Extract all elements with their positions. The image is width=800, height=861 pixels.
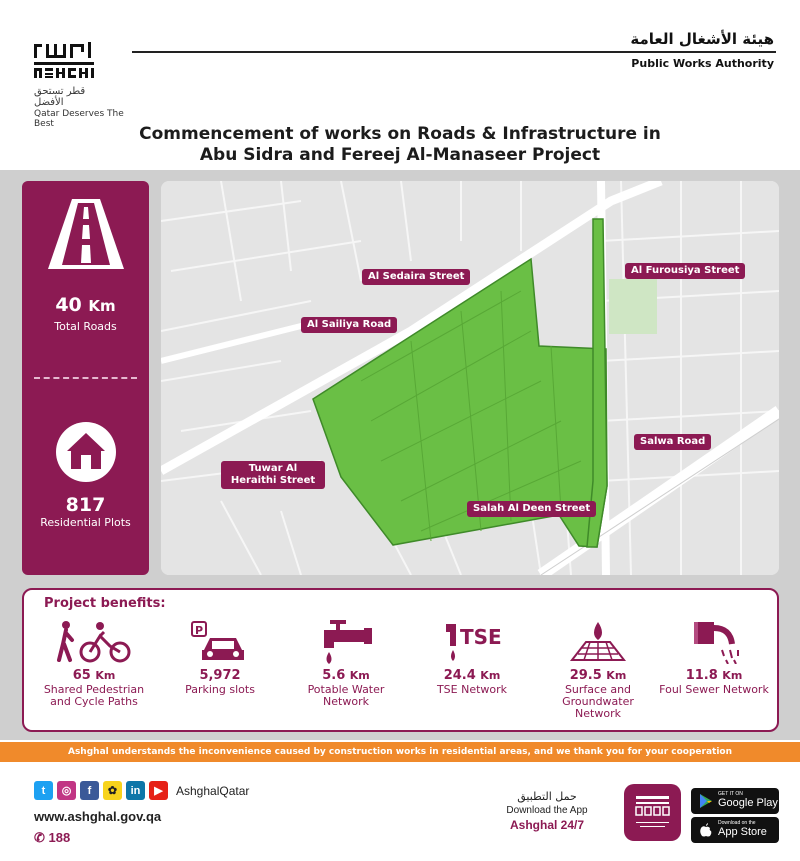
benefit-item bbox=[34, 618, 154, 708]
benefit-unit: Km bbox=[95, 669, 116, 682]
benefit-unit: Km bbox=[606, 669, 627, 682]
authority-name-en: Public Works Authority bbox=[631, 57, 774, 70]
ashghal-logo bbox=[34, 42, 129, 129]
title-line-2: Abu Sidra and Fereej Al-Manaseer Project bbox=[199, 145, 601, 165]
roads-number: 40 bbox=[55, 294, 82, 316]
benefit-value: 65 bbox=[72, 668, 91, 683]
benefit-unit: Km bbox=[480, 669, 501, 682]
header bbox=[0, 0, 800, 129]
house-icon bbox=[55, 421, 117, 483]
benefit-item bbox=[160, 618, 280, 696]
callout-al-furousiya-street: Al Furousiya Street bbox=[625, 263, 745, 279]
project-map bbox=[161, 181, 779, 575]
benefit-item bbox=[538, 618, 658, 720]
road-icon bbox=[48, 199, 124, 269]
parking-car-icon bbox=[190, 620, 250, 664]
facebook-icon[interactable]: f bbox=[80, 781, 99, 800]
google-play-button[interactable] bbox=[691, 788, 779, 814]
callout-tuwar-al-heraithi-street: Tuwar Al Heraithi Street bbox=[221, 461, 325, 489]
authority-name-ar: هيئة الأشغال العامة bbox=[630, 30, 774, 48]
title-line-1: Commencement of works on Roads & Infrastructure in bbox=[139, 124, 661, 144]
benefits-title: Project benefits: bbox=[44, 596, 166, 611]
benefit-label: Foul Sewer Network bbox=[659, 683, 769, 696]
benefit-item bbox=[412, 618, 532, 696]
google-play-icon bbox=[699, 794, 713, 808]
benefit-value: 11.8 bbox=[685, 668, 718, 683]
ashghal-app-icon[interactable] bbox=[624, 784, 681, 841]
app-store-caption: Download on the bbox=[718, 820, 756, 826]
sewer-pipe-icon bbox=[684, 620, 744, 664]
water-drop-ground-icon bbox=[568, 620, 628, 664]
total-roads-label: Total Roads bbox=[54, 320, 117, 333]
pedestrian-cyclist-icon bbox=[56, 620, 132, 664]
benefit-value: 29.5 bbox=[569, 668, 602, 683]
benefit-label: Surface and Groundwater Network bbox=[562, 683, 634, 720]
phone-icon: ✆ bbox=[34, 830, 45, 845]
stats-divider bbox=[34, 377, 137, 379]
benefit-value: 5,972 bbox=[199, 668, 241, 683]
twitter-icon[interactable]: t bbox=[34, 781, 53, 800]
plots-value: 817 bbox=[65, 494, 106, 516]
youtube-icon[interactable]: ▶ bbox=[149, 781, 168, 800]
ashghal-app-logo-icon bbox=[624, 784, 681, 841]
stats-card bbox=[22, 181, 149, 575]
benefit-label: Parking slots bbox=[185, 683, 255, 696]
benefit-label: TSE Network bbox=[436, 683, 508, 696]
roads-unit: Km bbox=[88, 297, 116, 315]
app-store-button[interactable] bbox=[691, 817, 779, 843]
social-links bbox=[34, 781, 249, 800]
apple-icon bbox=[699, 823, 713, 837]
water-tap-icon bbox=[316, 618, 376, 666]
header-divider bbox=[132, 51, 776, 53]
benefit-item bbox=[654, 618, 774, 696]
google-play-caption: GET IT ON bbox=[718, 791, 743, 797]
plots-label: Residential Plots bbox=[40, 516, 131, 529]
logo-tagline-en: Qatar Deserves The Best bbox=[34, 109, 124, 129]
page-title bbox=[0, 124, 800, 166]
callout-al-sailiya-road: Al Sailiya Road bbox=[301, 317, 397, 333]
app-store-label: App Store bbox=[718, 826, 767, 838]
instagram-icon[interactable]: ◎ bbox=[57, 781, 76, 800]
download-app-en: Download the App bbox=[506, 805, 588, 816]
callout-salah-al-deen-street: Salah Al Deen Street bbox=[467, 501, 596, 517]
callout-salwa-road: Salwa Road bbox=[634, 434, 711, 450]
snapchat-icon[interactable]: ✿ bbox=[103, 781, 122, 800]
project-benefits bbox=[22, 588, 779, 732]
benefit-item bbox=[286, 618, 406, 708]
tse-icon bbox=[442, 620, 502, 664]
social-handle[interactable]: AshghalQatar bbox=[176, 783, 250, 798]
linkedin-icon[interactable]: in bbox=[126, 781, 145, 800]
ashghal-logo-glyph-icon bbox=[34, 42, 94, 82]
app-name: Ashghal 24/7 bbox=[509, 818, 585, 832]
cooperation-banner: Ashghal understands the inconvenience caused by construction works in residential areas, and we thank you for your cooperation bbox=[0, 742, 800, 762]
website-link[interactable]: www.ashghal.gov.qa bbox=[34, 809, 162, 824]
benefit-value: 24.4 bbox=[443, 668, 476, 683]
total-roads-value bbox=[22, 294, 149, 316]
phone-value: 188 bbox=[48, 830, 71, 845]
phone-number[interactable] bbox=[34, 830, 70, 846]
benefit-label: Shared Pedestrian and Cycle Paths bbox=[43, 683, 145, 708]
download-app bbox=[486, 790, 608, 832]
benefit-value: 5.6 bbox=[322, 668, 346, 683]
tse-icon-text: TSE bbox=[460, 625, 502, 649]
logo-tagline-ar: قطر تستحق الأفضل bbox=[34, 86, 86, 108]
download-app-ar: حمل التطبيق bbox=[517, 790, 577, 803]
benefit-unit: Km bbox=[349, 669, 370, 682]
benefit-unit: Km bbox=[722, 669, 743, 682]
google-play-label: Google Play bbox=[718, 797, 778, 809]
svg-text:P: P bbox=[195, 624, 204, 637]
benefit-label: Potable Water Network bbox=[307, 683, 385, 708]
callout-al-sedaira-street: Al Sedaira Street bbox=[362, 269, 470, 285]
